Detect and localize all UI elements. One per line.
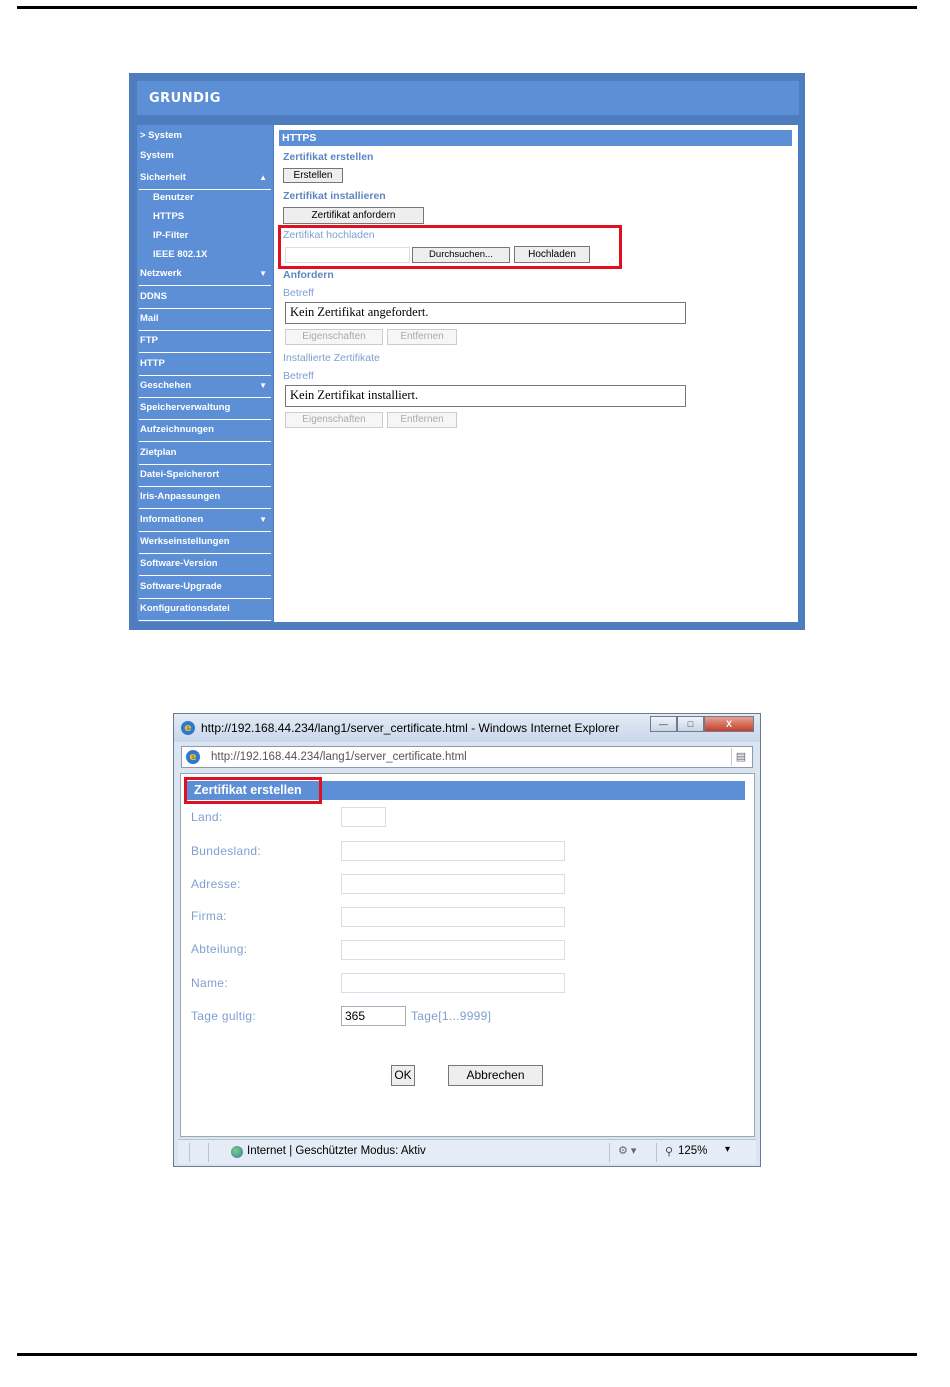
security-zone-text: Internet | Geschützter Modus: Aktiv — [247, 1145, 426, 1157]
main-content — [274, 125, 798, 622]
highlight-box — [278, 225, 622, 269]
sidebar-item-konfigurationsdatei[interactable] — [139, 600, 271, 621]
bottom-rule — [17, 1353, 917, 1356]
sidebar-item-label: Iris-Anpassungen — [140, 491, 221, 503]
sidebar-item-http[interactable] — [139, 355, 271, 376]
firma-label: Firma: — [191, 909, 227, 923]
sidebar-item-label: System — [140, 150, 174, 161]
installed-certs-heading: Installierte Zertifikate — [283, 352, 380, 364]
create-cert-heading: Zertifikat erstellen — [283, 151, 374, 163]
status-divider — [208, 1143, 209, 1162]
ok-button[interactable]: OK — [391, 1065, 415, 1086]
upload-button[interactable]: Hochladen — [514, 246, 590, 263]
compatibility-icon[interactable]: ▤ — [731, 748, 750, 766]
sidebar-item-label: Konfigurationsdatei — [140, 602, 230, 614]
cancel-button[interactable]: Abbrechen — [448, 1065, 543, 1086]
sidebar-item-label: Datei-Speicherort — [140, 469, 220, 480]
name-label: Name: — [191, 976, 228, 990]
create-button[interactable]: Erstellen — [283, 168, 343, 183]
sidebar-item-label: Geschehen — [140, 379, 192, 391]
sidebar-item-mail[interactable] — [139, 310, 271, 331]
sidebar-item-label: Zietplan — [140, 446, 177, 458]
remove-button[interactable]: Entfernen — [387, 412, 457, 428]
sidebar-item-label: DDNS — [140, 290, 167, 302]
header-banner — [137, 81, 799, 115]
sidebar-item-https[interactable] — [152, 208, 271, 229]
land-label: Land: — [191, 810, 223, 824]
sidebar-item-ddns[interactable] — [139, 288, 271, 309]
sidebar-item-netzwerk[interactable] — [139, 265, 271, 286]
sidebar-item-label: Netzwerk — [140, 268, 182, 280]
sidebar-item-label: Werkseinstellungen — [140, 535, 230, 547]
adresse-label: Adresse: — [191, 877, 241, 891]
name-input[interactable] — [341, 973, 565, 993]
ie-page-icon: e — [186, 750, 200, 764]
abteilung-label: Abteilung: — [191, 942, 248, 956]
grundig-logo: GRUNDIG — [149, 91, 221, 106]
chevron-down-icon: ▼ — [259, 380, 267, 390]
status-divider — [609, 1143, 610, 1162]
sidebar-system-link[interactable]: > System — [140, 130, 182, 141]
sidebar-item-software-version[interactable] — [139, 555, 271, 576]
abteilung-input[interactable] — [341, 940, 565, 960]
sidebar-item-zietplan[interactable] — [139, 444, 271, 465]
protected-mode-icon[interactable]: ⚙ ▾ — [618, 1145, 637, 1157]
close-button[interactable]: X — [704, 716, 754, 732]
sidebar-item-label: IP-Filter — [153, 230, 189, 242]
sidebar-item-ftp[interactable] — [139, 332, 271, 353]
request-cert-button[interactable]: Zertifikat anfordern — [283, 207, 424, 224]
request-heading: Anfordern — [283, 269, 334, 281]
sidebar-item-label: Mail — [140, 312, 159, 324]
browse-button[interactable]: Durchsuchen... — [412, 247, 510, 263]
sidebar-item-system[interactable] — [139, 147, 271, 168]
valid-days-label: Tage gultig: — [191, 1009, 256, 1023]
remove-button[interactable]: Entfernen — [387, 329, 457, 345]
page-title: HTTPS — [279, 130, 792, 146]
sidebar-item-label: HTTPS — [153, 211, 185, 223]
https-settings-screenshot — [129, 73, 805, 630]
zoom-dropdown-icon[interactable]: ▾ — [725, 1144, 731, 1155]
internet-zone-icon — [231, 1146, 243, 1158]
sidebar-item-label: IEEE 802.1X — [153, 249, 208, 261]
maximize-button[interactable]: □ — [677, 716, 704, 732]
highlight-box — [184, 777, 322, 804]
adresse-input[interactable] — [341, 874, 565, 894]
address-url: http://192.168.44.234/lang1/server_certificate.html — [211, 751, 467, 763]
sidebar-item-iris-anpassungen[interactable] — [139, 488, 271, 509]
window-title: http://192.168.44.234/lang1/server_certificate.html - Windows Internet Explorer — [201, 721, 620, 735]
properties-button[interactable]: Eigenschaften — [285, 329, 383, 345]
properties-button[interactable]: Eigenschaften — [285, 412, 383, 428]
status-divider — [656, 1143, 657, 1162]
bundesland-label: Bundesland: — [191, 844, 262, 858]
requested-cert-field: Kein Zertifikat angefordert. — [285, 302, 686, 324]
chevron-down-icon: ▼ — [259, 514, 267, 524]
sidebar-item-label: Software-Upgrade — [140, 580, 222, 592]
page-content — [180, 773, 755, 1137]
minimize-button[interactable]: — — [650, 716, 677, 732]
upload-cert-heading: Zertifikat hochladen — [283, 229, 375, 241]
zoom-icon: ⚲ — [665, 1146, 674, 1158]
sidebar-item-label: Aufzeichnungen — [140, 424, 214, 436]
form-title: Zertifikat erstellen — [194, 783, 302, 797]
valid-days-input[interactable]: 365 — [341, 1006, 406, 1026]
sidebar-item-ieee-802-1x[interactable] — [152, 246, 271, 267]
valid-days-hint: Tage[1...9999] — [411, 1009, 492, 1023]
sidebar-item-ip-filter[interactable] — [152, 227, 271, 248]
sidebar-item-speicherverwaltung[interactable] — [139, 399, 271, 420]
window-titlebar — [174, 714, 760, 742]
sidebar-item-software-upgrade[interactable] — [139, 578, 271, 599]
sidebar — [137, 125, 273, 622]
sidebar-item-label: HTTP — [140, 357, 165, 369]
subject-label: Betreff — [283, 287, 314, 299]
install-cert-heading: Zertifikat installieren — [283, 190, 386, 202]
sidebar-item-benutzer[interactable] — [152, 189, 271, 210]
sidebar-item-geschehen[interactable] — [139, 377, 271, 398]
sidebar-item-sicherheit[interactable] — [139, 169, 271, 190]
create-certificate-ie-window — [173, 713, 761, 1167]
zoom-level[interactable]: 125% — [678, 1145, 708, 1157]
sidebar-item-label: Sicherheit — [140, 172, 186, 184]
address-bar[interactable] — [181, 746, 753, 768]
installed-cert-field: Kein Zertifikat installiert. — [285, 385, 686, 407]
sidebar-item-werkseinstellungen[interactable] — [139, 533, 271, 554]
status-bar — [178, 1139, 756, 1164]
subject-label: Betreff — [283, 370, 314, 382]
chevron-up-icon: ▲ — [259, 173, 267, 183]
chevron-down-icon: ▼ — [259, 269, 267, 279]
sidebar-item-aufzeichnungen[interactable] — [139, 421, 271, 442]
sidebar-item-label: Speicherverwaltung — [140, 402, 231, 414]
sidebar-item-label: FTP — [140, 335, 158, 347]
status-divider — [189, 1143, 190, 1162]
top-rule — [17, 6, 917, 9]
sidebar-item-label: Software-Version — [140, 558, 218, 570]
sidebar-item-datei-speicherort[interactable] — [139, 466, 271, 487]
sidebar-item-label: Benutzer — [153, 192, 194, 204]
firma-input[interactable] — [341, 907, 565, 927]
bundesland-input[interactable] — [341, 841, 565, 861]
sidebar-item-label: Informationen — [140, 513, 204, 525]
ie-logo-icon: e — [181, 721, 195, 735]
sidebar-item-informationen[interactable] — [139, 511, 271, 532]
land-input[interactable] — [341, 807, 386, 827]
